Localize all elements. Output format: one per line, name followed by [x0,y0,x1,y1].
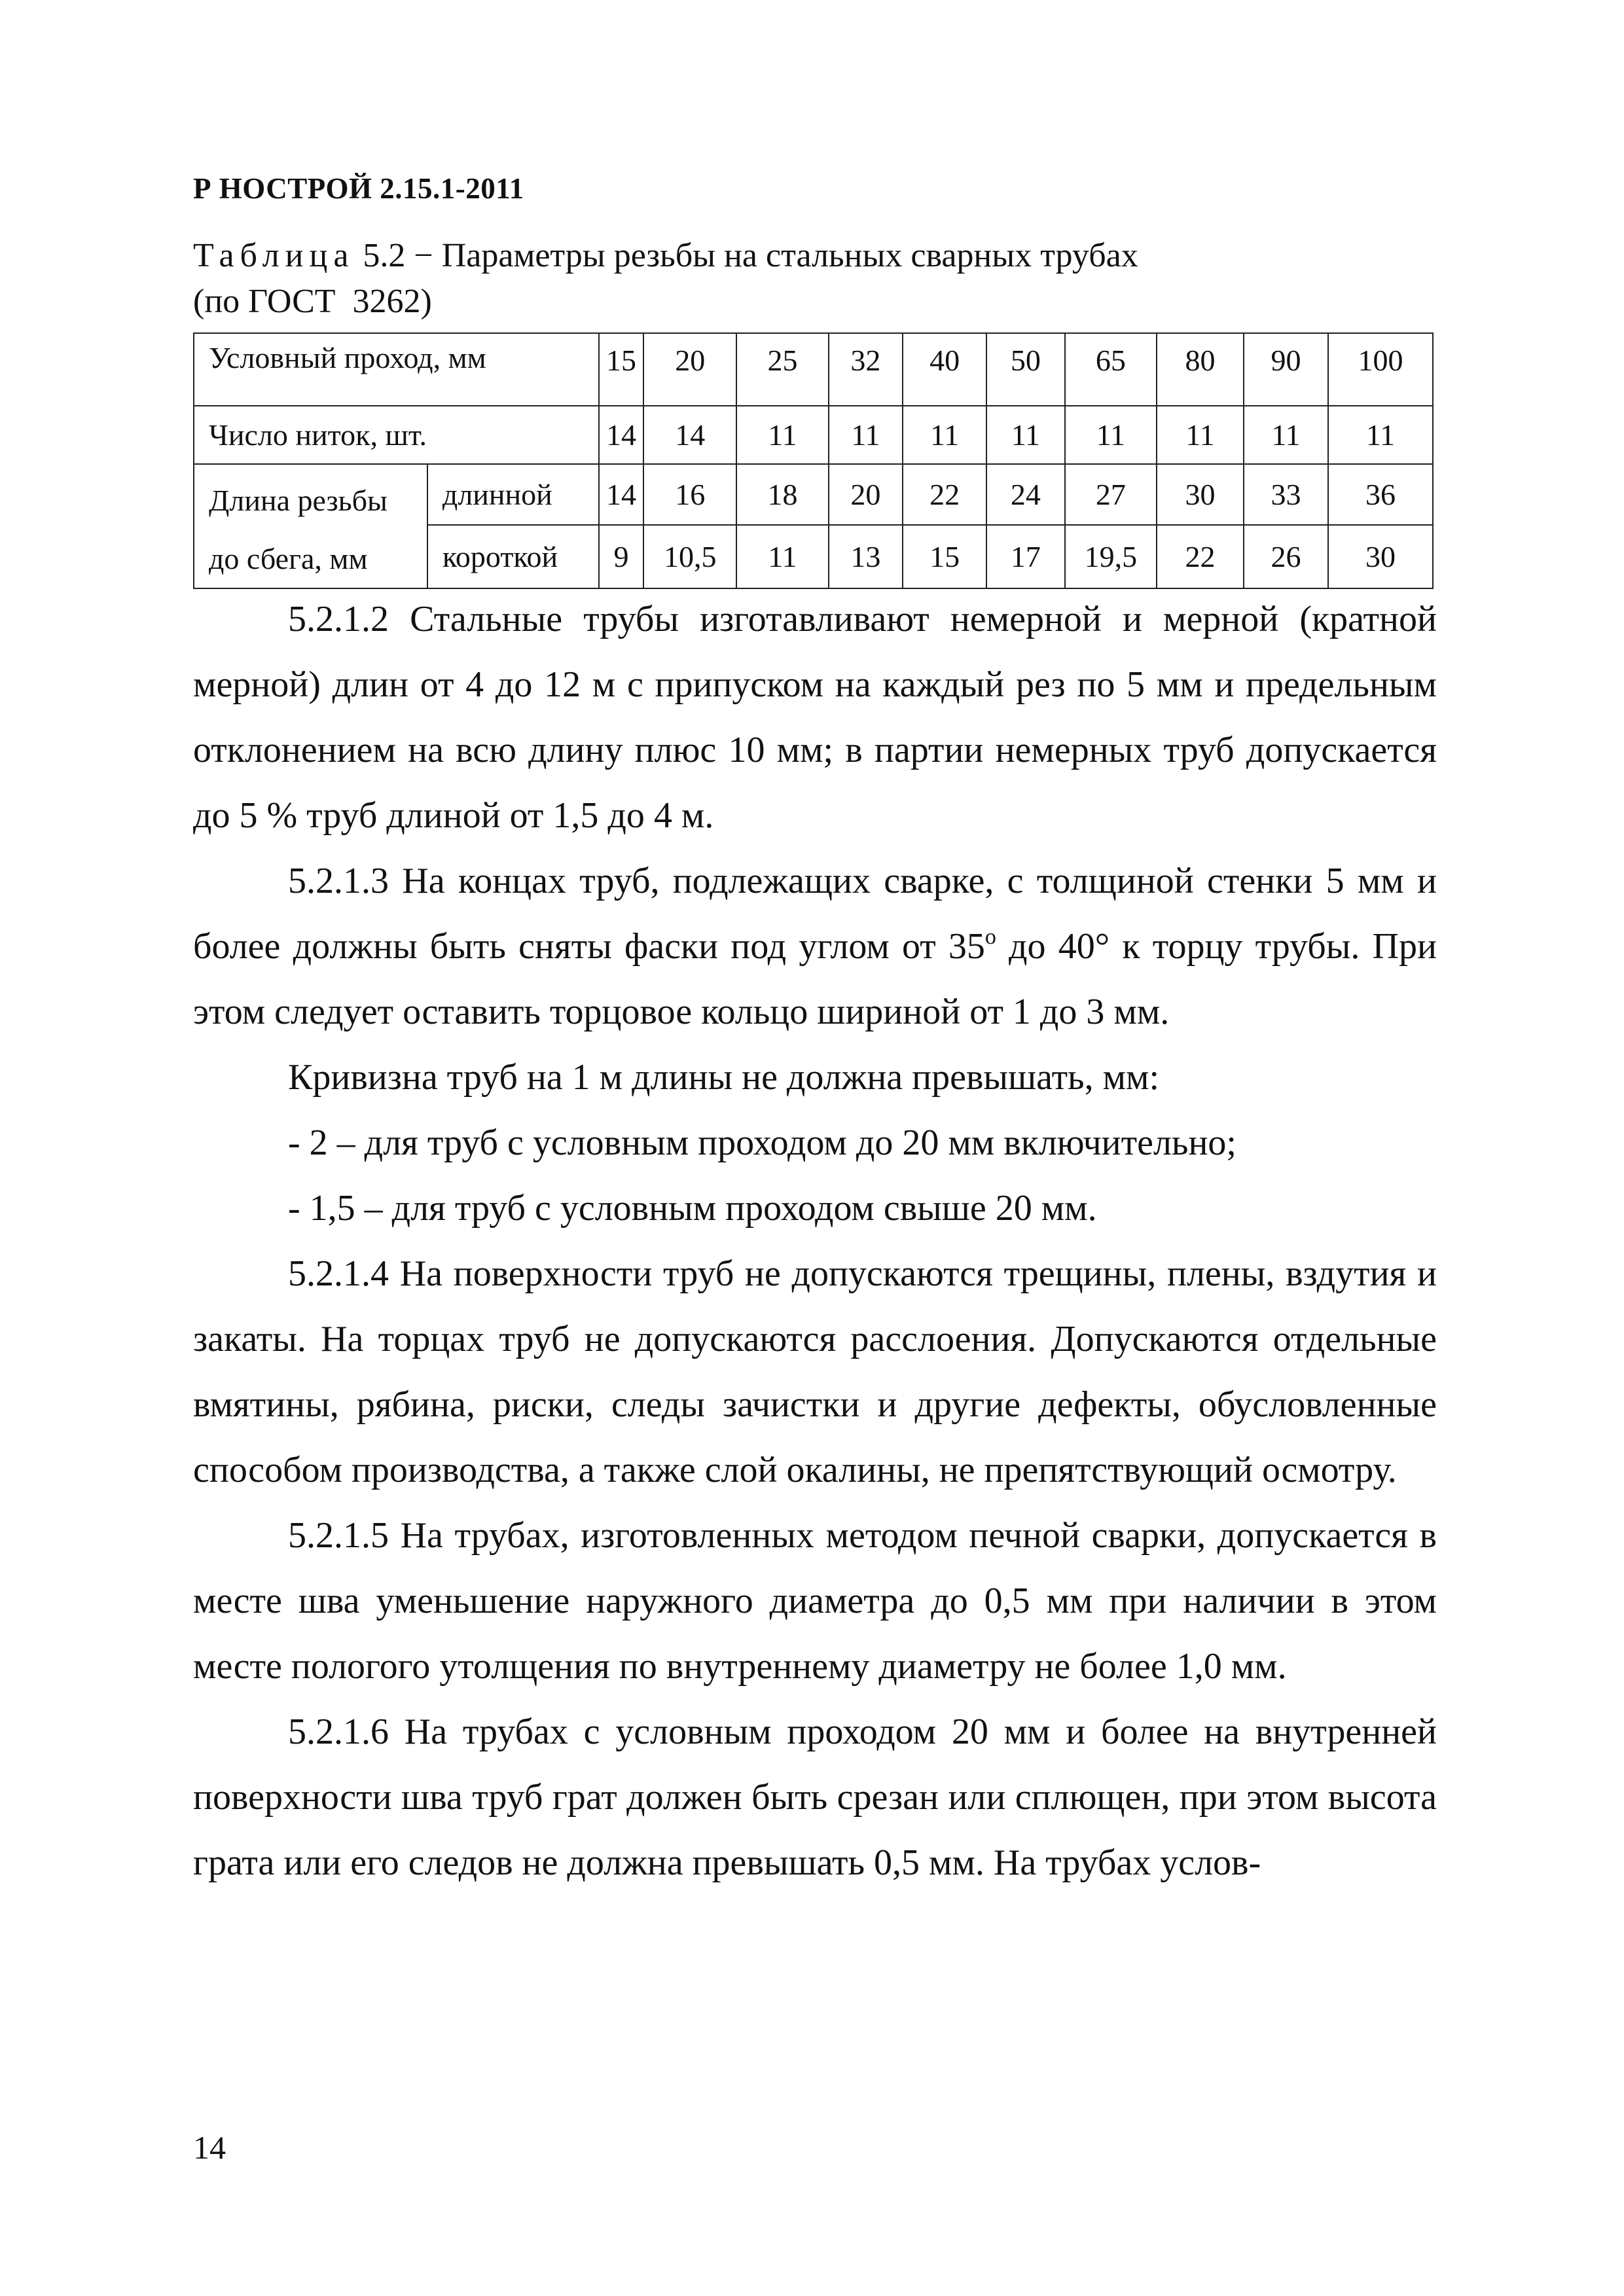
table-cell: 11 [1244,406,1328,464]
row-label-short: короткой [427,525,599,588]
row-label-long: длинной [427,464,599,525]
table-cell: 22 [903,464,986,525]
table-cell: 36 [1328,464,1433,525]
table-cell: 11 [1157,406,1244,464]
curvature-list-item: - 1,5 – для труб с условным проходом свыше 20 мм. [288,1188,1097,1229]
paragraph-5-2-1-6: 5.2.1.6 На трубах с условным проходом 20 мм и более на внутренней поверхности шва труб грат должен быть срезан или сплющен, при этом высота грата или его следов не должна превышать 0,5 мм. На трубах услов- [193,1712,1437,1883]
table-cell: 20 [643,333,736,406]
table-cell: 19,5 [1065,525,1157,588]
row-label-thread-count: Число ниток, шт. [194,406,599,464]
table-cell: 90 [1244,333,1328,406]
table-cell: 15 [599,333,643,406]
table-cell: 80 [1157,333,1244,406]
table-cell: 33 [1244,464,1328,525]
paragraph-5-2-1-3-start: 5.2.1.3 На концах труб, подлежащих сварке, с толщиной стенки 5 мм и более должны быть сняты фаски под углом от 35 [193,861,1437,967]
table-cell: 40 [903,333,986,406]
paragraph-5-2-1-5: 5.2.1.5 На трубах, изготовленных методом печной сварки, допускается в месте шва уменьшение наружного диаметра до 0,5 мм при наличии в этом месте пологого утолщения по внутреннему диаметру не более 1,0 мм. [193,1515,1437,1687]
table-row [194,333,1433,406]
table-caption-label: Таблица [193,237,355,274]
table-cell: 14 [643,406,736,464]
table-cell: 32 [829,333,903,406]
table-cell: 9 [599,525,643,588]
table-cell: 20 [829,464,903,525]
table-cell: 24 [986,464,1065,525]
table-cell: 11 [736,406,828,464]
table-cell: 14 [599,464,643,525]
paragraph-5-2-1-3-end: до 40° к торцу трубы. При этом следует оставить торцовое кольцо шириной от 1 до 3 мм. [193,926,1437,1032]
table-cell: 18 [736,464,828,525]
table-cell: 15 [903,525,986,588]
table-cell: 11 [986,406,1065,464]
table-cell: 30 [1328,525,1433,588]
table-caption-title: 5.2 − Параметры резьбы на стальных сварных трубах [363,237,1138,274]
document-body [193,586,1437,1895]
table-cell: 11 [736,525,828,588]
paragraph-5-2-1-3 [193,848,1437,1045]
table-cell: 22 [1157,525,1244,588]
table-caption-source: (по ГОСТ 3262) [193,283,432,320]
table-cell: 14 [599,406,643,464]
table-cell: 16 [643,464,736,525]
table-cell: 65 [1065,333,1157,406]
curvature-list-item: - 2 – для труб с условным проходом до 20 мм включительно; [288,1122,1236,1163]
table-caption [193,233,1437,325]
row-label-thread-length: Длина резьбы до сбега, мм [194,464,427,588]
paragraph-5-2-1-4: 5.2.1.4 На поверхности труб не допускаются трещины, плены, вздутия и закаты. На торцах труб не допускаются расслоения. Допускаются отдельные вмятины, рябина, риски, следы зачистки и другие дефекты, обусловленные способом производства, а также слой окалины, не препятствующий осмотру. [193,1253,1437,1490]
table-cell: 11 [1328,406,1433,464]
table-cell: 11 [829,406,903,464]
row-label-nominal-bore: Условный проход, мм [194,333,599,406]
table-cell: 10,5 [643,525,736,588]
table-cell: 11 [1065,406,1157,464]
page-number: 14 [193,2129,226,2166]
curvature-intro: Кривизна труб на 1 м длины не должна превышать, мм: [288,1057,1160,1098]
table-cell: 30 [1157,464,1244,525]
table-cell: 13 [829,525,903,588]
table-row [194,464,1433,525]
degree-superscript: о [984,925,996,949]
paragraph-5-2-1-2: 5.2.1.2 Стальные трубы изготавливают немерной и мерной (кратной мерной) длин от 4 до 12 м с припуском на каждый рез по 5 мм и предельным отклонением на всю длину плюс 10 мм; в партии немерных труб допускается до 5 % труб длиной от 1,5 до 4 м. [193,599,1437,836]
table-cell: 25 [736,333,828,406]
table-cell: 17 [986,525,1065,588]
thread-parameters-table [193,332,1434,589]
table-cell: 100 [1328,333,1433,406]
table-cell: 11 [903,406,986,464]
table-cell: 27 [1065,464,1157,525]
document-header-code: Р НОСТРОЙ 2.15.1-2011 [193,172,524,205]
table-row [194,406,1433,464]
table-cell: 50 [986,333,1065,406]
table-cell: 26 [1244,525,1328,588]
